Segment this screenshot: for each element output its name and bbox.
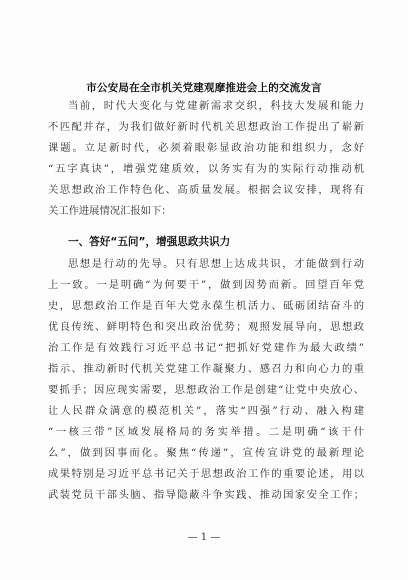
body-line: “一核三带”区域发展格局的务实举措。二是明确“该干什 [48,426,364,438]
body-line: 史，思想政治工作是百年大党永葆生机活力、砥砺团结奋斗的 [48,300,364,312]
body-line: 治工作是有效践行习近平总书记“把抓好党建作为最大政绩” [48,342,364,354]
body-line: 思想是行动的先导。只有思想上达成共识，才能做到行动 [68,258,364,270]
document-title: 市公安局在全市机关党建观摩推进会上的交流发言 [86,82,322,94]
intro-line: 课题。立足新时代，必须着眼彰显政治功能和组织力，念好 [48,142,364,154]
body-line: 成果特别是习近平总书记关于思想政治工作的重要论述，用以 [48,468,364,480]
intro-line: “五字真诀”，增强党建质效，以务实有为的实际行动推动机 [48,163,364,175]
body-line: 指示、推动新时代机关党建工作凝聚力、感召力和向心力的重 [48,363,364,375]
page-number: — 1 — [187,532,221,543]
body-line: 让人民群众满意的模范机关”，落实“四强”行动、融入构建 [48,405,364,417]
body-line: 上一致。一是明确“为何要干”，做到因势而新。回望百年党 [48,279,364,291]
intro-line: 不匹配并存，为我们做好新时代机关思想政治工作提出了崭新 [48,121,364,133]
intro-line: 当前，时代大变化与党建新需求交织，科技大发展和能力 [68,100,364,112]
section-heading: 一、答好“五问”，增强思政共识力 [68,236,231,248]
body-line: 要抓手；因应现实需要，思想政治工作是创建“让党中央放心、 [48,384,364,396]
intro-line: 关思想政治工作特色化、高质量发展。根据会议安排，现将有 [48,184,364,196]
intro-line: 关工作进展情况汇报如下： [48,205,172,217]
body-line: 优良传统、鲜明特色和突出政治优势；观照发展导向，思想政 [48,321,364,333]
body-line: 么”，做到因事而化。聚焦“传递”，宣传宣讲党的最新理论 [48,447,364,459]
body-line: 武装党员干部头脑、指导隐蔽斗争实践、推动国家安全工作； [48,489,364,501]
